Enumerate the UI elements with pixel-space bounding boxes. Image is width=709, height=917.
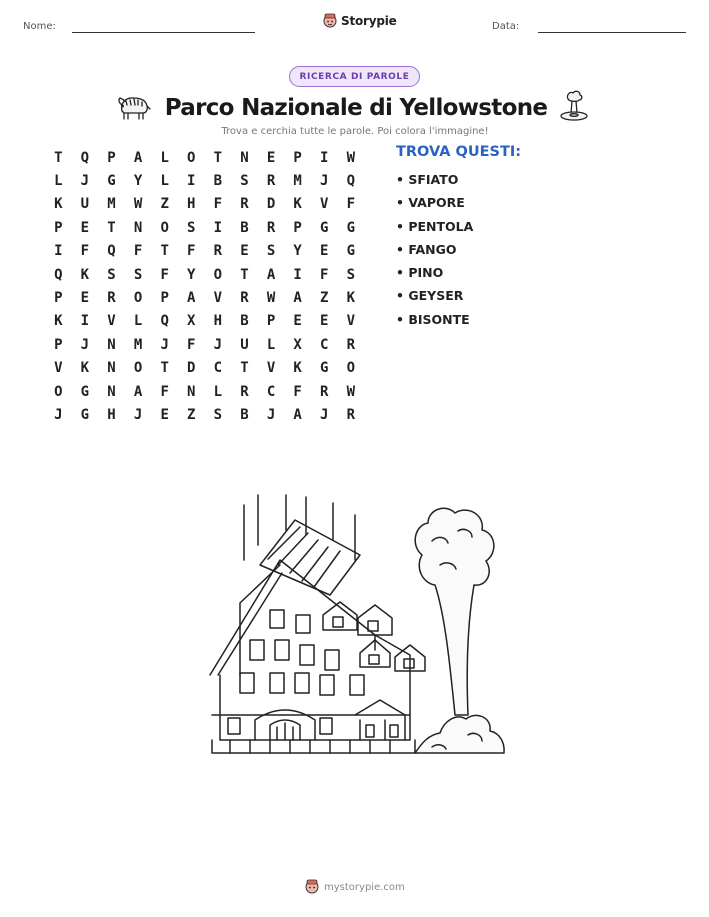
grid-cell[interactable]: I [320,149,329,166]
grid-cell[interactable]: K [293,360,302,377]
grid-cell[interactable]: P [293,149,302,166]
grid-cell[interactable]: L [133,313,143,330]
brand-name: Storypie [341,14,397,28]
grid-cell[interactable]: F [160,383,169,400]
grid-cell[interactable]: G [320,360,329,377]
word-search-grid[interactable] [45,146,365,427]
grid-cell[interactable]: N [240,149,249,166]
grid-cell[interactable]: G [80,383,90,400]
grid-cell[interactable]: Q [80,149,90,166]
grid-cell[interactable]: M [293,173,302,190]
grid-cell[interactable]: V [266,360,276,377]
grid-cell[interactable]: Q [54,266,63,283]
grid-cell[interactable]: O [213,266,223,283]
grid-cell[interactable]: F [187,243,196,260]
grid-cell[interactable]: N [107,360,116,377]
grid-cell[interactable]: J [160,336,169,353]
grid-cell[interactable]: V [213,290,223,307]
grid-cell[interactable]: G [107,173,116,190]
grid-cell[interactable]: K [293,196,302,213]
grid-cell[interactable]: T [160,243,169,260]
grid-cell[interactable]: J [80,173,90,190]
grid-cell[interactable]: O [160,219,169,236]
grid-cell[interactable]: S [107,266,116,283]
storypie-mascot-icon [305,879,319,895]
page-title: Parco Nazionale di Yellowstone [164,95,548,121]
storypie-mascot-icon [323,13,337,29]
grid-cell[interactable]: C [320,336,329,353]
word-item: • VAPORE [396,195,465,211]
grid-cell[interactable]: P [266,313,276,330]
grid-cell[interactable]: Y [187,266,196,283]
grid-cell[interactable]: L [54,173,63,190]
grid-cell[interactable]: F [293,383,302,400]
grid-cell[interactable]: X [187,313,196,330]
grid-cell[interactable]: Z [320,290,329,307]
grid-cell[interactable]: G [346,243,356,260]
grid-cell[interactable]: G [80,406,90,423]
grid-cell[interactable]: H [213,313,223,330]
grid-cell[interactable]: I [187,173,196,190]
grid-cell[interactable]: S [213,406,223,423]
grid-cell[interactable]: L [160,173,169,190]
grid-cell[interactable]: S [133,266,143,283]
grid-cell[interactable]: A [133,383,143,400]
grid-cell[interactable]: K [54,313,63,330]
grid-cell[interactable]: B [240,313,249,330]
grid-cell[interactable]: N [107,336,116,353]
grid-cell[interactable]: I [213,219,223,236]
word-list [396,170,473,333]
grid-cell[interactable]: S [346,266,356,283]
footer-url[interactable]: mystorypie.com [324,881,405,893]
word-item: • FANGO [396,241,457,257]
grid-cell[interactable]: R [240,383,249,400]
grid-cell[interactable]: W [346,383,356,400]
grid-cell[interactable]: J [213,336,223,353]
grid-cell[interactable]: F [320,266,329,283]
grid-cell[interactable]: K [80,266,90,283]
grid-cell[interactable]: E [80,290,90,307]
grid-cell[interactable]: R [320,383,329,400]
grid-cell[interactable]: Q [346,173,356,190]
grid-cell[interactable]: C [266,383,276,400]
grid-cell[interactable]: V [320,196,329,213]
date-line[interactable] [538,32,686,33]
bison-icon [116,91,152,121]
grid-cell[interactable]: B [213,173,223,190]
grid-cell[interactable]: W [346,149,356,166]
grid-cell[interactable]: W [266,290,276,307]
grid-cell[interactable]: E [80,219,90,236]
grid-cell[interactable]: D [187,360,196,377]
grid-cell[interactable]: R [240,196,249,213]
grid-cell[interactable]: E [293,313,302,330]
grid-cell[interactable]: N [187,383,196,400]
grid-cell[interactable]: T [240,360,249,377]
grid-cell[interactable]: Z [187,406,196,423]
grid-cell[interactable]: U [80,196,90,213]
grid-cell[interactable]: J [320,173,329,190]
word-item: • PENTOLA [396,218,474,234]
grid-cell[interactable]: O [133,360,143,377]
grid-cell[interactable]: A [293,290,302,307]
grid-cell[interactable]: T [107,219,116,236]
grid-cell[interactable]: T [160,360,169,377]
grid-cell[interactable]: A [133,149,143,166]
grid-cell[interactable]: R [266,219,276,236]
grid-cell[interactable]: R [213,243,223,260]
footer [305,879,405,895]
grid-cell[interactable]: N [133,219,143,236]
grid-cell[interactable]: L [266,336,276,353]
grid-cell[interactable]: F [80,243,90,260]
grid-cell[interactable]: K [346,290,356,307]
date-label: Data: [492,21,520,32]
category-badge: RICERCA DI PAROLE [289,66,420,87]
grid-cell[interactable]: Q [160,313,169,330]
grid-cell[interactable]: A [293,406,302,423]
grid-cell[interactable]: P [293,219,302,236]
grid-cell[interactable]: R [346,406,356,423]
grid-cell[interactable]: M [107,196,116,213]
grid-cell[interactable]: V [107,313,116,330]
grid-cell[interactable]: F [213,196,223,213]
grid-cell[interactable]: G [346,219,356,236]
grid-cell[interactable]: B [240,406,249,423]
grid-cell[interactable]: G [320,219,329,236]
word-item: • GEYSER [396,288,464,304]
grid-cell[interactable]: K [54,196,63,213]
grid-cell[interactable]: B [240,219,249,236]
grid-cell[interactable]: O [187,149,196,166]
word-list-title: TROVA QUESTI: [396,144,522,160]
grid-cell[interactable]: P [160,290,169,307]
grid-cell[interactable]: P [54,290,63,307]
grid-cell[interactable]: Y [293,243,302,260]
word-item: • PINO [396,265,444,281]
grid-cell[interactable]: J [320,406,329,423]
word-item: • BISONTE [396,311,470,327]
grid-cell[interactable]: E [240,243,249,260]
grid-cell[interactable]: S [266,243,276,260]
grid-cell[interactable]: Z [160,196,169,213]
word-item: • SFIATO [396,172,459,187]
grid-cell[interactable]: L [160,149,169,166]
grid-cell[interactable]: J [80,336,90,353]
grid-cell[interactable]: V [346,313,356,330]
grid-cell[interactable]: Q [107,243,116,260]
grid-cell[interactable]: I [293,266,302,283]
grid-cell[interactable]: A [187,290,196,307]
grid-cell[interactable]: I [80,313,90,330]
grid-cell[interactable]: J [133,406,143,423]
grid-cell[interactable]: K [80,360,90,377]
grid-cell[interactable]: R [240,290,249,307]
grid-cell[interactable]: U [240,336,249,353]
grid-cell[interactable]: P [54,336,63,353]
grid-cell[interactable]: H [187,196,196,213]
grid-cell[interactable]: S [240,173,249,190]
grid-cell[interactable]: P [107,149,116,166]
name-label: Nome: [23,21,56,32]
grid-cell[interactable]: V [54,360,63,377]
grid-cell[interactable]: F [187,336,196,353]
brand [323,13,397,29]
grid-cell[interactable]: H [107,406,116,423]
grid-cell[interactable]: L [213,383,223,400]
grid-cell[interactable]: R [266,173,276,190]
grid-cell[interactable]: E [320,243,329,260]
grid-cell[interactable]: M [133,336,143,353]
grid-cell[interactable]: O [133,290,143,307]
grid-cell[interactable]: D [266,196,276,213]
grid-cell[interactable]: A [266,266,276,283]
grid-cell[interactable]: F [133,243,143,260]
grid-cell[interactable]: Y [133,173,143,190]
grid-cell[interactable]: T [213,149,223,166]
grid-cell[interactable]: N [107,383,116,400]
grid-cell[interactable]: F [160,266,169,283]
grid-cell[interactable]: P [54,219,63,236]
instructions: Trova e cerchia tutte le parole. Poi colora l'immagine! [221,126,489,137]
grid-cell[interactable]: O [346,360,356,377]
grid-cell[interactable]: E [320,313,329,330]
grid-cell[interactable]: W [133,196,143,213]
name-line[interactable] [72,32,255,33]
grid-cell[interactable]: C [213,360,223,377]
grid-cell[interactable]: T [240,266,249,283]
grid-cell[interactable]: R [107,290,116,307]
lodge-and-geyser-coloring-illustration[interactable] [200,485,510,765]
grid-cell[interactable]: E [160,406,169,423]
grid-cell[interactable]: R [346,336,356,353]
grid-cell[interactable]: O [54,383,63,400]
grid-cell[interactable]: T [54,149,63,166]
grid-cell[interactable]: J [266,406,276,423]
grid-cell[interactable]: F [346,196,356,213]
grid-cell[interactable]: S [187,219,196,236]
grid-cell[interactable]: J [54,406,63,423]
grid-cell[interactable]: X [293,336,302,353]
geyser-icon [558,89,590,123]
grid-cell[interactable]: I [54,243,63,260]
grid-cell[interactable]: E [266,149,276,166]
